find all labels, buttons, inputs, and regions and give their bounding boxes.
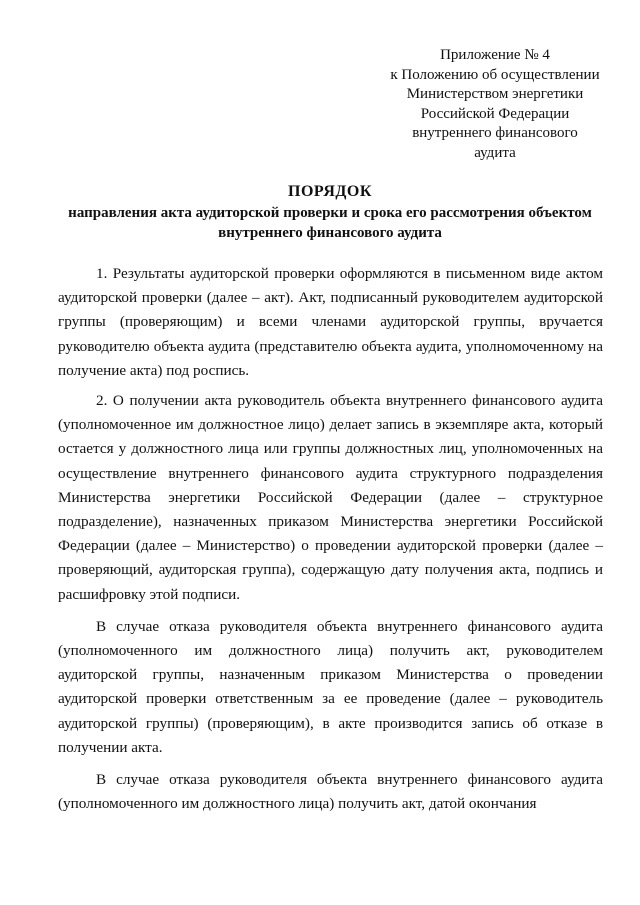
paragraph-1: 1. Результаты аудиторской проверки оформляются в письменном виде актом аудиторской проверки (далее – акт). Акт, подписанный руководителем аудиторской группы (проверяющим) и всеми членами аудиторской группы, вручается руководителю объекта аудита (представителю объекта аудита, уполномоченному на получение акта) под роспись.: [58, 265, 603, 379]
document-title: [40, 181, 620, 243]
paragraph-4: В случае отказа руководителя объекта внутреннего финансового аудита (уполномоченного им должностного лица) получить акт, датой окончания: [58, 771, 603, 813]
appendix-line: Приложение № 4: [440, 47, 550, 63]
appendix-header: [370, 46, 620, 164]
appendix-line: аудита: [474, 144, 516, 161]
appendix-line: Российской Федерации: [420, 105, 570, 122]
title-main: ПОРЯДОК: [288, 183, 372, 200]
title-subtitle-line: направления акта аудиторской проверки и срока его рассмотрения объектом: [68, 205, 592, 221]
appendix-line: внутреннего финансового: [412, 125, 578, 142]
appendix-line: к Положению об осуществлении: [390, 66, 600, 83]
paragraph-2: 2. О получении акта руководитель объекта внутреннего финансового аудита (уполномоченное им должностное лицо) делает запись в экземпляре акта, который остается у должностного лица или группы должностных лиц, уполномоченных на осуществление внутреннего финансового аудита структурного подразделения Министерства энергетики Российской Федерации (далее – структурное подразделение), назначенных приказом Министерства энергетики Российской Федерации (далее – Министерство) о проведении аудиторской проверки (далее – проверяющий, аудиторская группа), содержащую дату получения акта, подпись и расшифровку этой подписи.: [58, 392, 603, 603]
document-body: [58, 262, 603, 822]
appendix-line: Министерством энергетики: [406, 86, 584, 103]
title-subtitle-line: внутреннего финансового аудита: [218, 225, 442, 241]
paragraph-3: В случае отказа руководителя объекта внутреннего финансового аудита (уполномоченного им должностного лица) получить акт, руководителем аудиторской группы, назначенным приказом Министерства о проведении аудиторской проверки ответственным за ее проведение (далее – руководитель аудиторской группы) (проверяющим), в акте производится запись об отказе в получении акта.: [58, 617, 603, 756]
